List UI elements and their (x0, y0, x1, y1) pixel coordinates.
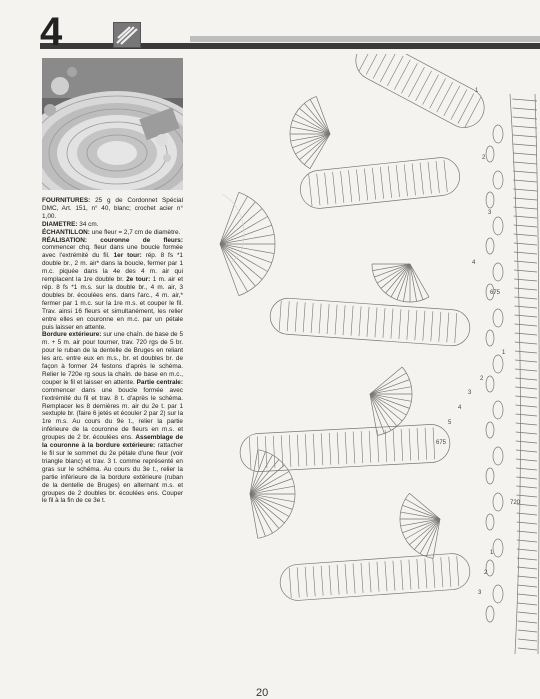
band-rung (444, 86, 460, 116)
ribbon-rung (514, 279, 537, 281)
ribbon-rung (518, 612, 537, 614)
band-rung (409, 429, 411, 461)
ribbon-rung (516, 495, 537, 497)
fan-stitch (310, 134, 330, 169)
festoon-band (279, 552, 471, 601)
band-rung (457, 556, 459, 586)
ribbon-rung (513, 189, 537, 191)
ribbon-rung (515, 342, 537, 344)
ribbon-rung (517, 540, 537, 542)
fournitures-label: FOURNITURES: (42, 197, 91, 204)
row-label: 3 (468, 390, 472, 396)
band-rung (333, 172, 336, 204)
band-rung (297, 567, 299, 597)
band-rung (399, 309, 401, 339)
diametre-text: 34 cm. (77, 220, 99, 228)
band-rung (458, 93, 474, 123)
page-number: 20 (256, 687, 269, 699)
band-rung (372, 168, 375, 200)
chain-loop (493, 263, 503, 281)
ribbon-rung (516, 405, 537, 407)
ribbon-edge (535, 94, 539, 654)
band-rung (321, 433, 323, 465)
band-rung (289, 435, 291, 467)
band-rung (373, 54, 389, 78)
ribbon-rung (517, 567, 537, 569)
band-rung (401, 429, 403, 461)
chain-loop (493, 493, 503, 511)
echantillon-text: une fleur = 2,7 cm de diamètre. (89, 228, 181, 236)
band-rung (391, 309, 393, 339)
ribbon-rung (517, 549, 537, 551)
band-rung (428, 162, 431, 194)
ribbon-rung (515, 369, 537, 371)
ribbon-rung (517, 558, 537, 560)
row-label: 675 (436, 440, 447, 446)
row-label: 1 (475, 88, 479, 94)
ribbon-rung (517, 594, 537, 596)
row-label: 4 (458, 405, 462, 411)
band-rung (401, 63, 417, 93)
band-rung (279, 301, 281, 331)
ribbon-rung (515, 315, 537, 317)
ribbon-rung (515, 351, 537, 353)
crochet-chart-diagram (210, 54, 540, 654)
band-rung (311, 303, 313, 333)
band-rung (417, 428, 419, 460)
row-label: 675 (490, 290, 501, 296)
chain-loop (486, 376, 494, 392)
band-rung (317, 174, 320, 206)
row-label: 2 (480, 376, 484, 382)
band-rung (337, 565, 339, 595)
row-label: 720 (510, 500, 521, 506)
fan-stitch (370, 367, 402, 394)
ribbon-rung (514, 261, 537, 263)
band-rung (303, 302, 305, 332)
band-rung (337, 432, 339, 464)
band-outline (349, 54, 491, 135)
band-rung (321, 566, 323, 596)
ribbon-rung (514, 270, 537, 272)
pattern-number: 4 (40, 10, 63, 54)
band-rung (353, 432, 355, 464)
band-rung (393, 429, 395, 461)
ribbon-rung (516, 477, 537, 479)
band-rung (439, 312, 441, 342)
band-outline (298, 156, 461, 211)
ribbon-rung (516, 468, 537, 470)
ribbon-rung (515, 378, 537, 380)
ribbon-rung (514, 225, 537, 227)
band-rung (313, 434, 315, 466)
ribbon-rung (516, 432, 537, 434)
chain-loop (486, 514, 494, 530)
band-rung (367, 307, 369, 337)
tour2-text: 1 m. air et rép. 8 fs *1 m.s. sur la double br., 4 m. air, 3 doubles br. écoulées ens. dans l'arc., 4 m. air,* fermer par 1 m.c. sur la 1re m.s. et couper le fil. Trav. ainsi 16 fleurs et simultanément, les relier entre elles en couronne en m.c. par un pétale puis laisser en attente. (42, 276, 184, 331)
band-rung (380, 167, 383, 199)
realisation-text: commencer chq. fleur dans une boucle formée avec l'extrémité du fil. (42, 244, 183, 260)
ribbon-rung (518, 648, 537, 650)
ribbon-rung (517, 531, 537, 533)
band-rung (412, 164, 415, 196)
band-rung (431, 311, 433, 341)
tour1-label: 1er tour: (113, 252, 142, 260)
band-rung (430, 78, 446, 108)
band-rung (393, 561, 395, 591)
band-rung (396, 165, 399, 197)
doily-photo (42, 58, 183, 190)
band-rung (348, 170, 351, 202)
band-rung (343, 305, 345, 335)
assemblage-label: Assemblage de la couronne à la bordure extérieure: (42, 434, 183, 450)
band-rung (449, 557, 451, 587)
ribbon-rung (514, 207, 537, 209)
ribbon-rung (513, 198, 537, 200)
band-rung (408, 67, 424, 97)
bordure-label: Bordure extérieure: (42, 331, 102, 339)
band-rung (451, 90, 467, 120)
ribbon-rung (512, 99, 537, 101)
chain-loop (486, 422, 494, 438)
band-rung (385, 430, 387, 462)
fan-stitch (370, 380, 409, 394)
band-rung (249, 437, 251, 469)
row-label: 1 (502, 350, 506, 356)
band-rung (383, 308, 385, 338)
band-rung (420, 163, 423, 195)
ribbon-rung (517, 576, 537, 578)
band-rung (351, 306, 353, 336)
band-rung (325, 173, 328, 205)
fan-stitch (410, 264, 423, 300)
band-rung (375, 307, 377, 337)
ribbon-rung (515, 324, 537, 326)
band-rung (444, 160, 447, 192)
chain-loop (493, 355, 503, 373)
fournitures-text: 25 g de Cordonnet Spécial DMC, Art. 151, n° 40, blanc; crochet acier n° 1,00. (42, 197, 183, 220)
ribbon-rung (513, 126, 537, 128)
band-rung (385, 561, 387, 591)
ribbon-rung (513, 153, 537, 155)
chain-loop (493, 585, 503, 603)
band-rung (433, 558, 435, 588)
band-rung (394, 60, 410, 90)
tour1-text: rép. 8 fs *1 double br., 2 m. air* dans la boucle, fermer par 1 m.c. piquée dans la 4e des 4 m. air qui remplacent la 1re double br. (42, 252, 183, 284)
band-rung (409, 560, 411, 590)
ribbon-rung (515, 396, 537, 398)
row-label: 5 (448, 420, 452, 426)
band-rung (415, 310, 417, 340)
chain-loop (493, 539, 503, 557)
band-rung (361, 563, 363, 593)
ribbon-rung (518, 639, 537, 641)
band-rung (401, 560, 403, 590)
ribbon-rung (515, 306, 537, 308)
instructions-text (42, 197, 183, 505)
fan-stitch (402, 505, 440, 519)
festoon-band (349, 54, 491, 135)
row-label: 3 (488, 210, 492, 216)
ribbon-rung (516, 441, 537, 443)
band-rung (345, 564, 347, 594)
band-rung (361, 431, 363, 463)
fan-stitch (409, 493, 440, 519)
band-rung (345, 432, 347, 464)
chain-loop (486, 192, 494, 208)
band-rung (380, 54, 396, 82)
chain-loop (486, 606, 494, 622)
ribbon-rung (513, 117, 537, 119)
realisation-label: RÉALISATION: couronne de fleurs: (42, 236, 183, 244)
ribbon-rung (513, 171, 537, 173)
festoon-band (298, 156, 461, 211)
band-rung (447, 312, 449, 342)
band-rung (353, 564, 355, 594)
band-rung (319, 304, 321, 334)
chain-loop (486, 146, 494, 162)
chain-loop (493, 125, 503, 143)
chain-loop (493, 401, 503, 419)
row-label: 3 (478, 590, 482, 596)
centrale-label: Partie centrale: (136, 378, 183, 386)
fan-arc (290, 96, 316, 168)
band-rung (423, 75, 439, 105)
ribbon-rung (513, 180, 537, 182)
chain-loop (493, 447, 503, 465)
ribbon-rung (514, 297, 537, 299)
ribbon-rung (516, 486, 537, 488)
band-rung (364, 169, 367, 201)
band-rung (436, 161, 439, 193)
chain-loop (493, 171, 503, 189)
band-rung (297, 434, 299, 466)
chain-loop (493, 217, 503, 235)
row-label: 2 (484, 570, 488, 576)
ribbon-rung (513, 135, 537, 137)
band-rung (327, 304, 329, 334)
band-rung (437, 82, 453, 112)
centrale-text: commencer dans une boucle formée avec l'extrémité du fil et trav. 8 t. d'après le schéma. Remplacer les 8 dernières m. air du 2e t. par 1 sextuple br. (faire 6 jetés et écouler 2 par 2) sur la 1re m.s. Au cours du 9e t., relier la partie inférieure de la couronne de fleurs en m.s. et groupes de 2 br. écoulées ens. (42, 386, 183, 442)
band-rung (433, 427, 435, 459)
ribbon-rung (513, 162, 537, 164)
assemblage-text: rattacher le fil sur le sommet du 2e pétale d'une fleur (voir triangle blanc) et trav. 3 t. comme représenté en gras sur le schéma. Au cours du 3e t., relier la partie inférieure de la bordure extérieure (ruban de la dentelle de Bruges) en alternant m.s. et groupes de 2 doubles br. écoulées ens. Couper le fil à la fin de ce 3e t. (42, 442, 183, 505)
ribbon-rung (516, 450, 537, 452)
ribbon-rung (515, 360, 537, 362)
chain-loop (486, 330, 494, 346)
band-rung (369, 562, 371, 592)
band-rung (425, 558, 427, 588)
ribbon-rung (518, 621, 537, 623)
diametre-label: DIAMETRE: (42, 220, 78, 228)
band-rung (341, 171, 344, 203)
row-label: 2 (482, 155, 486, 161)
band-rung (455, 313, 457, 343)
band-rung (425, 428, 427, 460)
band-rung (329, 433, 331, 465)
band-rung (305, 567, 307, 597)
band-rung (416, 71, 432, 101)
ribbon-rung (517, 603, 537, 605)
fan-stitch (310, 99, 330, 134)
band-rung (289, 568, 291, 598)
band-rung (407, 310, 409, 340)
chain-loop (493, 309, 503, 327)
band-rung (369, 431, 371, 463)
band-rung (387, 56, 403, 86)
chain-loop (486, 468, 494, 484)
band-rung (356, 169, 359, 201)
ribbon-rung (515, 333, 537, 335)
band-rung (359, 306, 361, 336)
bordure-text: sur une chaîn. de base de 5 m. + 5 m. air pour tourner, trav. 720 rgs de 5 br. pour le ruban de la dentelle de Bruges en reliant les arc. entre eux en m.s., br. et doubles br. de façon à former 24 festons d'après le schéma. Relier le 720e rg sous la chaîn. de base en m.c., couper le fil et laisser en attente. (42, 331, 184, 386)
band-rung (273, 436, 275, 468)
band-rung (417, 559, 419, 589)
band-rung (295, 302, 297, 332)
ribbon-rung (518, 630, 537, 632)
header-rule-light (190, 36, 540, 42)
ribbon-rung (513, 108, 537, 110)
fan-stitch (299, 134, 330, 160)
band-rung (441, 557, 443, 587)
ribbon-rung (514, 288, 537, 290)
ribbon-rung (513, 144, 537, 146)
ribbon-rung (516, 423, 537, 425)
festoon-band (239, 424, 451, 473)
band-rung (377, 562, 379, 592)
band-rung (423, 311, 425, 341)
band-rung (309, 174, 312, 206)
ribbon-rung (516, 414, 537, 416)
band-rung (366, 54, 382, 75)
chain-loop (486, 238, 494, 254)
band-rung (465, 97, 481, 127)
ribbon-rung (514, 216, 537, 218)
ribbon-edge (510, 94, 520, 654)
band-rung (329, 565, 331, 595)
band-rung (287, 301, 289, 331)
band-rung (313, 566, 315, 596)
ribbon-rung (516, 459, 537, 461)
difficulty-icon (113, 22, 141, 48)
row-label: 4 (472, 260, 476, 266)
tour2-label: 2e tour: (126, 276, 151, 284)
ribbon-rung (517, 585, 537, 587)
band-outline (239, 424, 451, 473)
echantillon-label: ÉCHANTILLON: (42, 228, 90, 236)
ribbon-rung (515, 387, 537, 389)
band-rung (305, 434, 307, 466)
band-outline (269, 297, 471, 347)
band-rung (404, 164, 407, 196)
fan-stitch (220, 244, 248, 292)
row-label: 1 (490, 550, 494, 556)
band-rung (335, 305, 337, 335)
band-rung (388, 166, 391, 198)
festoon-band (269, 297, 471, 347)
